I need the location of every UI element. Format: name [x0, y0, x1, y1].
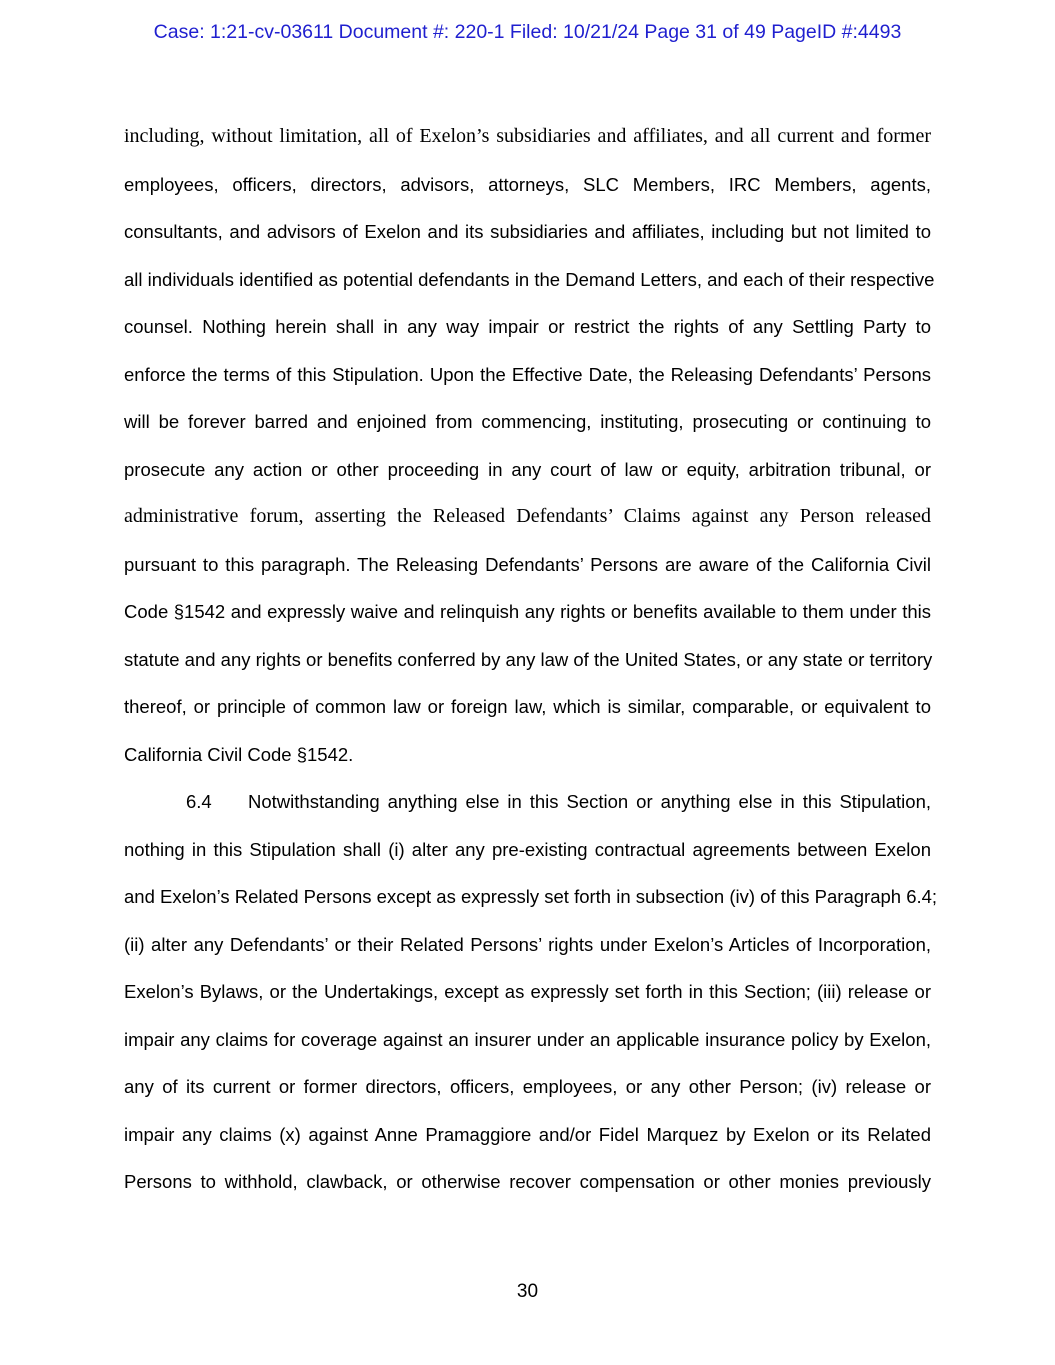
paragraph-line: and Exelon’s Related Persons except as expressly set forth in subsection (iv) of this Paragraph 6.4; [124, 886, 938, 907]
body-line-last: California Civil Code §1542. [124, 743, 354, 765]
body-line: prosecute any action or other proceeding in any court of law or equity, arbitration tribunal, or [124, 458, 931, 480]
body-line: all individuals identified as potential defendants in the Demand Letters, and each of their respective [124, 268, 935, 290]
body-line: employees, officers, directors, advisors, attorneys, SLC Members, IRC Members, agents, [124, 173, 931, 195]
document-body [124, 113, 938, 1206]
body-line: administrative forum, asserting the Released Defendants’ Claims against any Person released [124, 505, 931, 527]
paragraph-line: (ii) alter any Defendants’ or their Related Persons’ rights under Exelon’s Articles of Incorporation, [124, 933, 931, 955]
paragraph-line: impair any claims for coverage against an insurer under an applicable insurance policy by Exelon, [124, 1028, 931, 1050]
paragraph-line: impair any claims (x) against Anne Pramaggiore and/or Fidel Marquez by Exelon or its Related [124, 1123, 931, 1145]
body-line: Code §1542 and expressly waive and relinquish any rights or benefits available to them under this [124, 601, 931, 622]
paragraph-line: Persons to withhold, clawback, or otherwise recover compensation or other monies previously [124, 1171, 931, 1192]
paragraph-first-line [124, 778, 931, 826]
body-line: will be forever barred and enjoined from commencing, instituting, prosecuting or continuing to [124, 411, 931, 432]
body-line: enforce the terms of this Stipulation. Upon the Effective Date, the Releasing Defendants’ Persons [124, 363, 931, 385]
case-header: Case: 1:21-cv-03611 Document #: 220-1 Filed: 10/21/24 Page 31 of 49 PageID #:4493 [153, 21, 902, 43]
body-line: consultants, and advisors of Exelon and its subsidiaries and affiliates, including but not limited to [124, 221, 931, 242]
paragraph-line: any of its current or former directors, officers, employees, or any other Person; (iv) release or [124, 1076, 931, 1097]
body-line: thereof, or principle of common law or foreign law, which is similar, comparable, or equivalent to [124, 696, 931, 717]
paragraph-first-line-text: Notwithstanding anything else in this Section or anything else in this Stipulation, [248, 791, 931, 812]
body-line: counsel. Nothing herein shall in any way impair or restrict the rights of any Settling Party to [124, 316, 931, 337]
body-line: pursuant to this paragraph. The Releasing Defendants’ Persons are aware of the California Civil [124, 553, 931, 575]
paragraph-line: nothing in this Stipulation shall (i) alter any pre-existing contractual agreements between Exelon [124, 838, 931, 860]
paragraph-line: Exelon’s Bylaws, or the Undertakings, except as expressly set forth in this Section; (iii) release or [124, 981, 931, 1002]
body-line: including, without limitation, all of Exelon’s subsidiaries and affiliates, and all current and former [124, 125, 931, 147]
body-line: statute and any rights or benefits conferred by any law of the United States, or any state or territory [124, 648, 933, 670]
page-number: 30 [516, 1281, 539, 1302]
paragraph-number: 6.4 [186, 791, 212, 812]
